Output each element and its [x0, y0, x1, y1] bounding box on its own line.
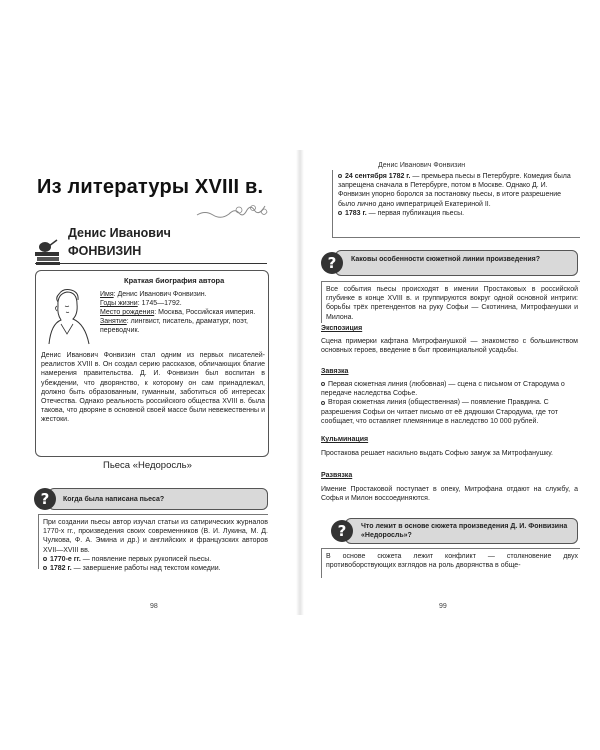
bio-birthplace-value: : Москва, Российская империя. — [154, 309, 256, 316]
author-first-name: Денис Иванович — [68, 226, 171, 240]
plot-items — [321, 380, 578, 426]
svg-text:?: ? — [327, 254, 337, 272]
top-items — [338, 172, 578, 218]
bio-name-value: : Денис Иванович Фонвизин. — [113, 291, 207, 298]
bio-title: Краткая биография автора — [124, 276, 225, 285]
exposition-text: Сцена примерки кафтана Митрофанушкой — знакомство с большинством основных героев, введение в быт провинциальной усадьбы. — [321, 338, 578, 355]
svg-text:?: ? — [40, 490, 50, 508]
running-head: Денис Иванович Фонвизин — [378, 162, 466, 169]
section-title: Пьеса «Недоросль» — [103, 460, 192, 471]
list-item: 24 сентября 1782 г. — премьера пьесы в Петербурге. Комедия была запрещена сначала в Петербурге, потом в Москве. Однако Д. И. Фонвизин упорно боролся за постановку пьесы, в итоге разрешение было лично дано императрицей Екатериной II. — [338, 173, 571, 208]
denouement-text: Имение Простаковой поступает в опеку, Митрофана отдают на службу, а Софья и Милон воссоединяются. — [321, 486, 578, 503]
decorative-flourish-icon — [195, 200, 270, 220]
chapter-title: Из литературы XVIII в. — [37, 176, 264, 198]
question-1-text: Когда была написана пьеса? — [63, 496, 165, 503]
bio-years-value: : 1745—1792. — [137, 300, 182, 307]
bullet-icon — [43, 557, 47, 561]
list-item: Первая сюжетная линия (любовная) — сцена с письмом от Стародума о передаче наследства Софье. — [321, 381, 565, 398]
bio-occupation-label: Занятие — [100, 318, 127, 325]
answer-1-text: При создании пьесы автор изучал статьи из сатирических журналов 1770-х гг., произведения своих современников (В. И. Лукина, М. Д. Чулкова, Ф. А. Эмина и др.) и английских и французских авторов XVII—XVIII вв. — [43, 519, 268, 554]
bullet-icon — [43, 566, 47, 570]
bio-years-label: Годы жизни — [100, 300, 138, 307]
svg-text:?: ? — [337, 522, 347, 540]
bullet-icon — [338, 211, 342, 215]
question-icon — [320, 251, 344, 275]
page-number: 99 — [439, 603, 447, 610]
answer-3-text: В основе сюжета лежит конфликт — столкновение двух противоборствующих взглядов на роль дворянства в обще- — [326, 553, 578, 570]
climax-label: Кульминация — [321, 436, 369, 443]
list-item: 1770-е гг. — появление первых рукописей пьесы. — [43, 555, 268, 564]
question-2-text: Каковы особенности сюжетной линии произведения? — [351, 256, 540, 263]
question-3-text: Что лежит в основе сюжета произведения Д. И. Фонвизина «Недоросль»? — [361, 523, 568, 539]
author-books-icon — [33, 238, 61, 266]
answer-2-text: Все события пьесы происходят в имении Простаковых в российской глубинке в конце XVIII в. и группируются вокруг одной основной интриги: борьбы трёх претендентов на руку Софьи — Скотинина, Митрофанушки и Милона. — [326, 286, 578, 321]
denouement-label: Развязка — [321, 472, 353, 479]
bio-birthplace-label: Место рождения — [100, 309, 155, 316]
book-gutter — [296, 150, 304, 615]
author-portrait-icon — [39, 284, 93, 346]
bio-fields — [100, 290, 265, 335]
list-item: 1782 г. — завершение работы над текстом комедии. — [43, 564, 268, 573]
question-icon — [330, 519, 354, 543]
author-last-name: ФОНВИЗИН — [68, 244, 142, 258]
bullet-icon — [321, 382, 325, 386]
bio-text: Денис Иванович Фонвизин стал одним из первых писателей-реалистов XVIII в. Он создал серию рассказов, обличающих благие намерения правительства. Д. И. Фонвизин был воспитан в убеждении, что дворянство, к которому он сам принадлежал, должно быть образованным, гуманным, заботиться об интересах Отечества. Однако реальность российского общества XVIII в. была такова, что дворяне в основной своей массе были невежественны и жестоки. — [41, 352, 265, 424]
bullet-icon — [338, 174, 342, 178]
plot-label: Завязка — [321, 368, 349, 375]
list-item: 1783 г. — первая публикация пьесы. — [338, 209, 578, 218]
list-item: Вторая сюжетная линия (общественная) — появление Правдина. С разрешения Софьи он читает письмо от её дядюшки Стародума, где тот сообщает, что оставляет племяннице в наследство 10 000 рублей. — [321, 399, 558, 425]
bio-name-label: Имя — [100, 291, 114, 298]
divider — [35, 263, 267, 264]
climax-text: Простакова решает насильно выдать Софью замуж за Митрофанушку. — [321, 450, 553, 457]
page-number: 98 — [150, 603, 158, 610]
answer-1 — [43, 518, 268, 573]
bio-occupation-value: : лингвист, писатель, драматург, поэт, переводчик. — [100, 318, 248, 334]
exposition-label: Экспозиция — [321, 325, 363, 332]
question-icon — [33, 487, 57, 511]
bullet-icon — [321, 401, 325, 405]
